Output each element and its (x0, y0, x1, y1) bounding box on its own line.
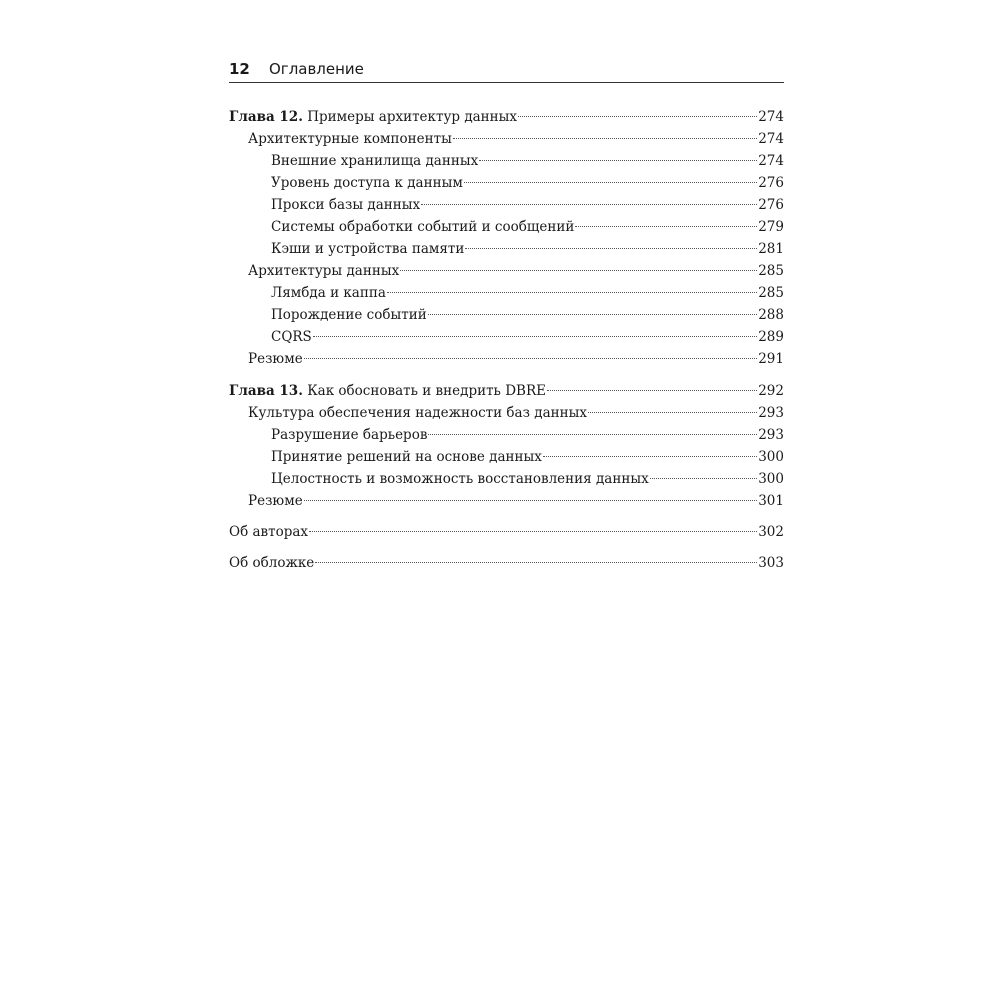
toc-entry-label: Кэши и устройства памяти (271, 241, 465, 257)
toc-subsection[interactable] (229, 424, 784, 446)
toc-chapter-12[interactable] (229, 106, 784, 128)
dot-leader (400, 270, 757, 271)
dot-leader (479, 160, 757, 161)
toc-entry-page: 281 (758, 241, 784, 257)
toc-subsection[interactable] (229, 150, 784, 172)
toc-entry-label: Культура обеспечения надежности баз данных (248, 405, 587, 421)
toc-entry-label: Резюме (248, 351, 303, 367)
dot-leader (304, 500, 758, 501)
dot-leader (304, 358, 758, 359)
toc-entry-label: CQRS (271, 329, 312, 345)
toc-entry-label: Системы обработки событий и сообщений (271, 219, 575, 235)
dot-leader (387, 292, 757, 293)
toc-entry-label: Внешние хранилища данных (271, 153, 479, 169)
dot-leader (453, 138, 757, 139)
running-head (229, 58, 784, 83)
toc-entry-page: 300 (758, 449, 784, 465)
toc-entry-label: Порождение событий (271, 307, 427, 323)
dot-leader (309, 531, 757, 532)
toc-about-cover[interactable] (229, 552, 784, 574)
toc-entry-label: Разрушение барьеров (271, 427, 428, 443)
toc-entry-page: 285 (758, 263, 784, 279)
toc-entry-page: 303 (758, 555, 784, 571)
toc-entry-page: 293 (758, 405, 784, 421)
toc-entry-label: Как обосновать и внедрить DBRE (307, 383, 546, 399)
toc-subsection[interactable] (229, 172, 784, 194)
chapter-number: Глава 12. (229, 109, 303, 125)
dot-leader (588, 412, 757, 413)
dot-leader (315, 562, 757, 563)
toc-entry-page: 288 (758, 307, 784, 323)
toc-entry-page: 274 (758, 153, 784, 169)
page-number: 12 (229, 60, 250, 78)
toc-entry-page: 293 (758, 427, 784, 443)
toc-section[interactable] (229, 348, 784, 370)
toc-entry-page: 300 (758, 471, 784, 487)
toc-entry-label: Целостность и возможность восстановления данных (271, 471, 649, 487)
toc-subsection[interactable] (229, 446, 784, 468)
dot-leader (465, 248, 757, 249)
toc-subsection[interactable] (229, 238, 784, 260)
running-head-title: Оглавление (269, 60, 364, 78)
toc-entry-label: Прокси базы данных (271, 197, 421, 213)
toc-entry-page: 285 (758, 285, 784, 301)
dot-leader (575, 226, 757, 227)
toc-section[interactable] (229, 260, 784, 282)
dot-leader (543, 456, 757, 457)
toc-entry-label: Архитектуры данных (248, 263, 400, 279)
toc-entry-label: Об авторах (229, 524, 309, 540)
dot-leader (518, 116, 757, 117)
toc-entry-label: Уровень доступа к данным (271, 175, 463, 191)
toc-entry-label: Резюме (248, 493, 303, 509)
toc-entry-page: 276 (758, 175, 784, 191)
toc-subsection[interactable] (229, 216, 784, 238)
toc-about-authors[interactable] (229, 521, 784, 543)
toc-entry-label: Архитектурные компоненты (248, 131, 452, 147)
table-of-contents (229, 106, 784, 574)
toc-subsection[interactable] (229, 468, 784, 490)
toc-entry-label: Об обложке (229, 555, 315, 571)
dot-leader (421, 204, 757, 205)
toc-subsection[interactable] (229, 194, 784, 216)
toc-subsection[interactable] (229, 282, 784, 304)
toc-entry-page: 302 (758, 524, 784, 540)
dot-leader (547, 390, 757, 391)
toc-subsection[interactable] (229, 304, 784, 326)
toc-entry-page: 274 (758, 109, 784, 125)
dot-leader (428, 314, 758, 315)
toc-entry-page: 274 (758, 131, 784, 147)
dot-leader (650, 478, 758, 479)
dot-leader (313, 336, 757, 337)
toc-entry-label: Принятие решений на основе данных (271, 449, 542, 465)
toc-entry-page: 292 (758, 383, 784, 399)
toc-entry-label: Примеры архитектур данных (307, 109, 518, 125)
toc-entry-page: 276 (758, 197, 784, 213)
toc-chapter-13[interactable] (229, 380, 784, 402)
toc-entry-page: 289 (758, 329, 784, 345)
toc-section[interactable] (229, 402, 784, 424)
toc-subsection[interactable] (229, 326, 784, 348)
toc-section[interactable] (229, 128, 784, 150)
dot-leader (464, 182, 757, 183)
chapter-number: Глава 13. (229, 383, 303, 399)
toc-entry-label: Лямбда и каппа (271, 285, 386, 301)
toc-entry-page: 279 (758, 219, 784, 235)
toc-section[interactable] (229, 490, 784, 512)
toc-entry-page: 291 (758, 351, 784, 367)
toc-entry-page: 301 (758, 493, 784, 509)
dot-leader (428, 434, 757, 435)
